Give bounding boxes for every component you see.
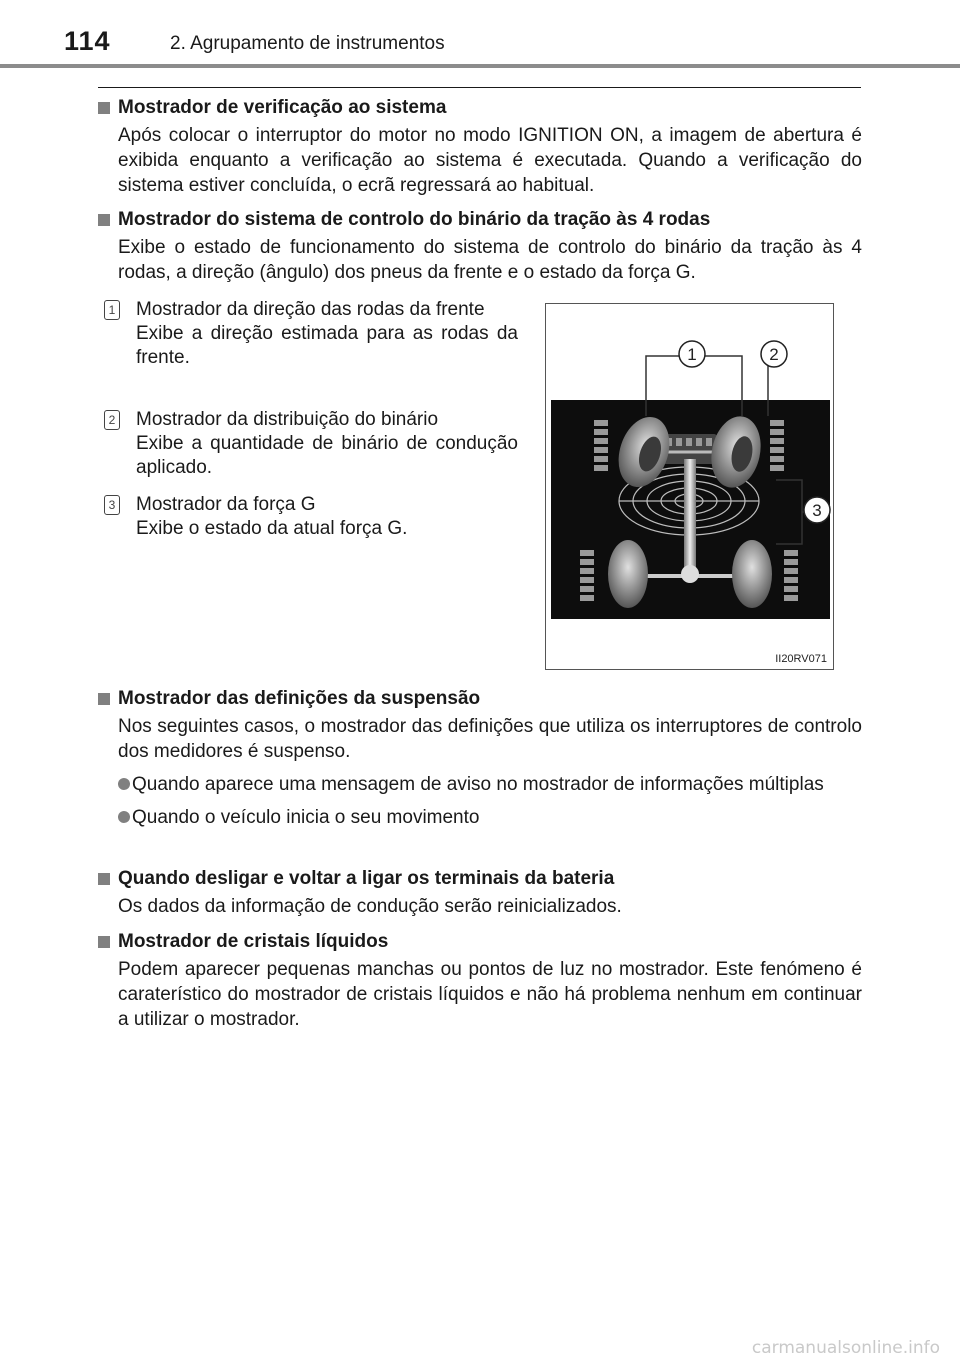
section-text: Os dados da informação de condução serão reinicializados. bbox=[118, 896, 622, 917]
callout-number: 3 bbox=[104, 495, 120, 515]
section-battery-terminals bbox=[98, 866, 862, 919]
section-suspension-settings bbox=[98, 686, 862, 830]
callout-number: 1 bbox=[104, 300, 120, 320]
section-4wd-torque bbox=[98, 207, 862, 285]
figure-label-1: 1 bbox=[687, 345, 697, 364]
rear-right-tyre bbox=[732, 540, 772, 608]
section-text: Nos seguintes casos, o mostrador das definições que utiliza os interruptores de controlo dos medidores é suspenso. bbox=[118, 716, 862, 762]
square-bullet-icon bbox=[98, 936, 110, 948]
section-heading: Mostrador das definições da suspensão bbox=[118, 688, 481, 709]
section-text: Após colocar o interruptor do motor no modo IGNITION ON, a imagem de abertura é exibida enquanto a verificação ao sistema é executada. Quando a verificação do sistema estiver concluída, o ecrã regressará ao habitual. bbox=[118, 125, 862, 196]
callout-title: Mostrador da distribuição do binário bbox=[136, 409, 439, 430]
callout-g-force bbox=[104, 493, 518, 541]
square-bullet-icon bbox=[98, 693, 110, 705]
watermark: carmanualsonline.info bbox=[751, 1338, 940, 1358]
callout-title: Mostrador da direção das rodas da frente bbox=[136, 299, 485, 320]
section-heading: Mostrador de verificação ao sistema bbox=[118, 97, 447, 118]
callout-torque-distribution bbox=[104, 408, 518, 480]
square-bullet-icon bbox=[98, 873, 110, 885]
callout-number: 2 bbox=[104, 410, 120, 430]
section-heading: Mostrador do sistema de controlo do binário da tração às 4 rodas bbox=[118, 209, 711, 230]
figure-code: II20RV071 bbox=[775, 653, 827, 665]
4wd-display-figure bbox=[545, 303, 834, 670]
round-bullet-icon bbox=[118, 778, 130, 790]
rear-left-tyre bbox=[608, 540, 648, 608]
4wd-display-illustration bbox=[546, 304, 833, 669]
list-item: Quando o veículo inicia o seu movimento bbox=[118, 805, 862, 830]
section-text: Exibe o estado de funcionamento do sistema de controlo do binário da tração às 4 rodas, a direção (ângulo) dos pneus da frente e o estado da força G. bbox=[118, 237, 862, 283]
callout-desc: Exibe a quantidade de binário de condução aplicado. bbox=[136, 433, 518, 478]
content-top-rule bbox=[98, 87, 861, 88]
callout-front-wheel-direction bbox=[104, 298, 518, 370]
round-bullet-icon bbox=[118, 811, 130, 823]
square-bullet-icon bbox=[98, 214, 110, 226]
page-header bbox=[0, 0, 960, 70]
callout-title: Mostrador da força G bbox=[136, 494, 316, 515]
list-item: Quando aparece uma mensagem de aviso no mostrador de informações múltiplas bbox=[118, 772, 862, 797]
callout-desc: Exibe a direção estimada para as rodas da frente. bbox=[136, 323, 518, 368]
page-number: 114 bbox=[64, 26, 111, 56]
section-system-check bbox=[98, 95, 862, 198]
section-heading: Mostrador de cristais líquidos bbox=[118, 931, 389, 952]
figure-label-2: 2 bbox=[769, 345, 779, 364]
section-lcd bbox=[98, 929, 862, 1032]
section-heading: Quando desligar e voltar a ligar os terminais da bateria bbox=[118, 868, 615, 889]
section-text: Podem aparecer pequenas manchas ou pontos de luz no mostrador. Este fenómeno é caraterístico do mostrador de cristais líquidos e não há problema nenhum em continuar a utilizar o mostrador. bbox=[118, 959, 862, 1030]
square-bullet-icon bbox=[98, 102, 110, 114]
callout-desc: Exibe o estado da atual força G. bbox=[136, 518, 408, 539]
figure-label-3: 3 bbox=[812, 501, 822, 520]
header-divider bbox=[0, 64, 960, 68]
chapter-title: 2. Agrupamento de instrumentos bbox=[170, 33, 445, 54]
